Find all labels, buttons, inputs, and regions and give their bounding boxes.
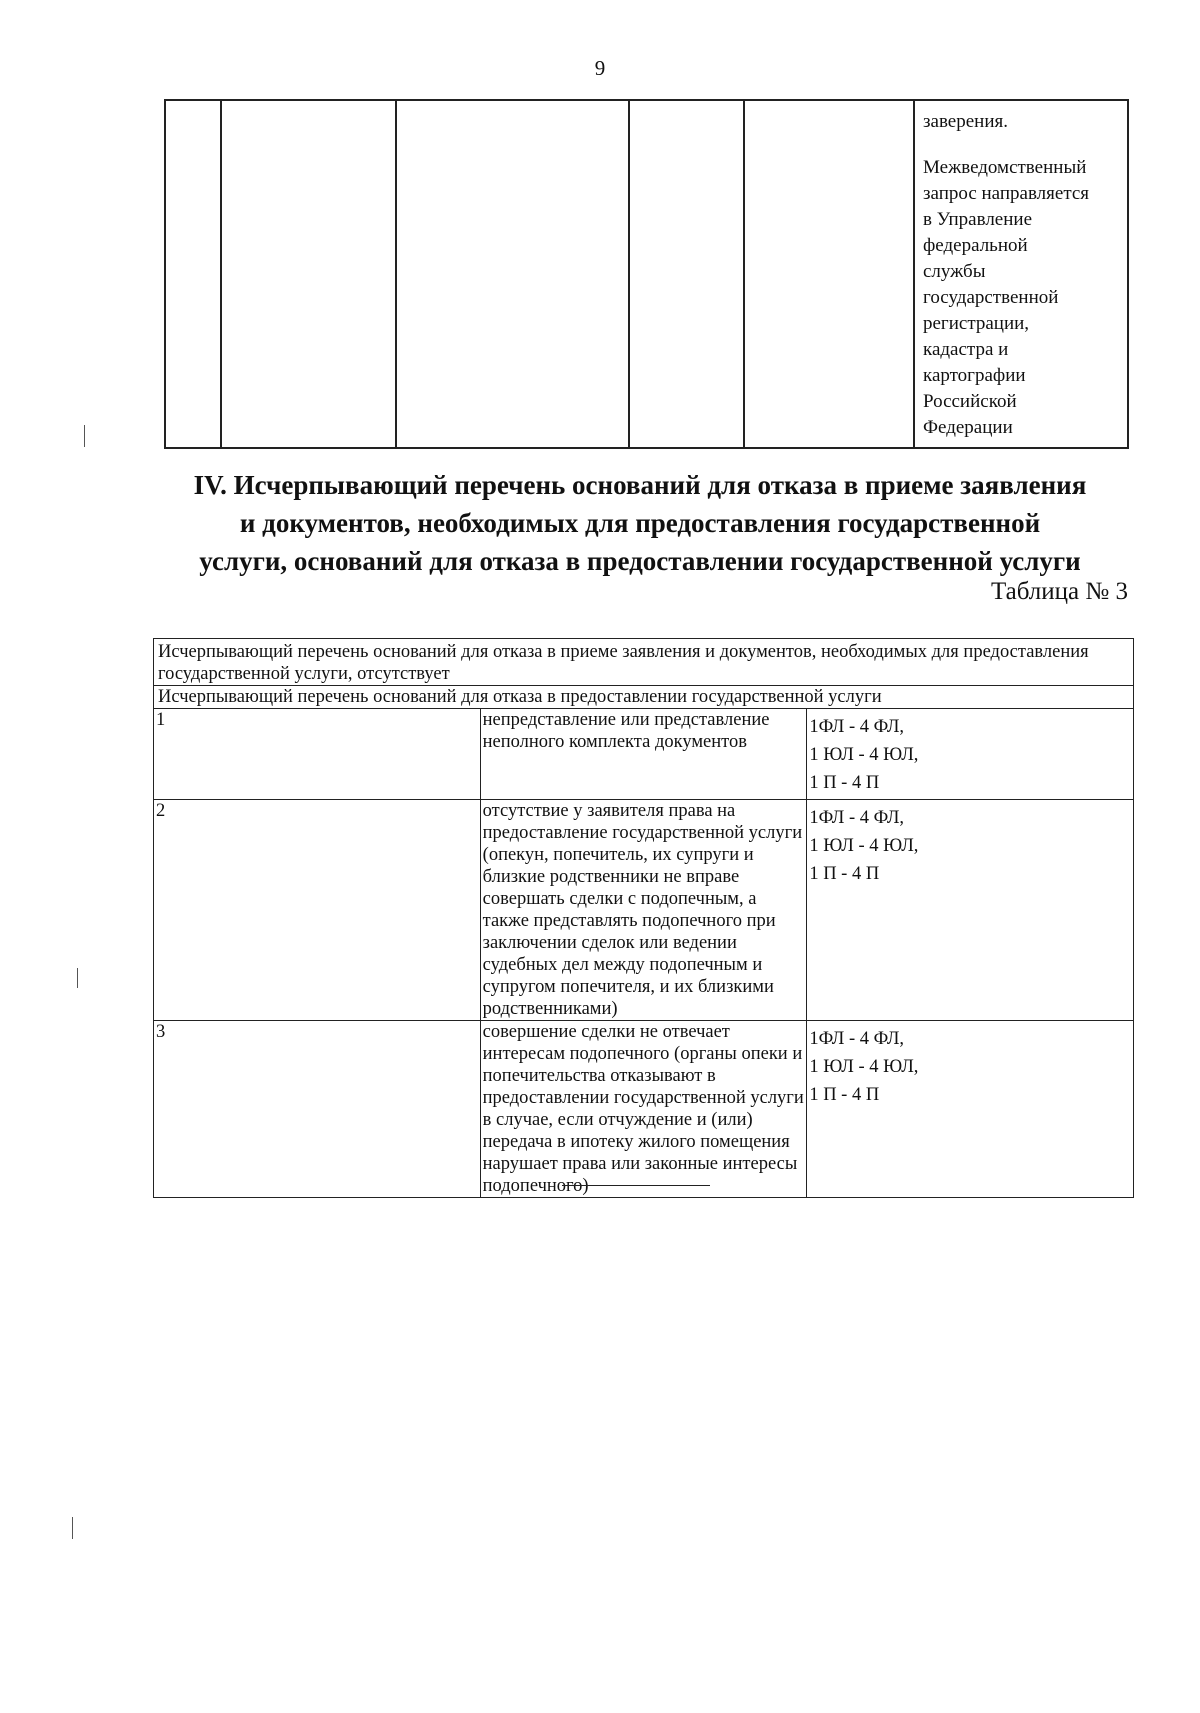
code-line: 1 П - 4 П (809, 773, 880, 793)
note-line: федеральной (923, 235, 1028, 256)
table-row (154, 800, 1134, 1021)
heading-line: и документов, необходимых для предоставления государственной (239, 508, 1041, 538)
scan-margin-mark (72, 1517, 73, 1539)
end-rule (562, 1185, 710, 1186)
code-line: 1ФЛ - 4 ФЛ, (809, 717, 905, 737)
heading-line: услуги, оснований для отказа в предоставлении государственной услуги (199, 546, 1081, 576)
table-row (154, 639, 1134, 686)
note-line: запрос направляется (923, 183, 1090, 204)
note-line: Федерации (923, 417, 1013, 438)
note-line: службы (923, 261, 986, 282)
row-number: 2 (154, 800, 481, 1021)
code-line: 1ФЛ - 4 ФЛ, (809, 808, 905, 828)
note-line: в Управление (923, 209, 1033, 230)
table-cell-empty (165, 100, 221, 448)
code-line: 1ФЛ - 4 ФЛ, (809, 1029, 905, 1049)
code-line: 1 ЮЛ - 4 ЮЛ, (809, 1057, 919, 1077)
code-line: 1 П - 4 П (809, 864, 880, 884)
note-paragraph (923, 155, 1123, 441)
code-line: 1 ЮЛ - 4 ЮЛ, (809, 836, 919, 856)
refusal-grounds-table (153, 638, 1134, 1198)
section-heading (150, 466, 1130, 580)
table-row (154, 709, 1134, 800)
row-number: 1 (154, 709, 481, 800)
scan-margin-mark (84, 425, 85, 447)
table-row (154, 1021, 1134, 1198)
note-line: Межведомственный (923, 157, 1087, 178)
table-cell-empty (396, 100, 629, 448)
code-line: 1 П - 4 П (809, 1085, 880, 1105)
table-row (165, 100, 1128, 448)
note-line: заверения. (923, 111, 1008, 132)
scan-margin-mark (77, 968, 78, 988)
table-caption: Таблица № 3 (990, 578, 1128, 605)
note-line: картографии (923, 365, 1026, 386)
continuation-table (164, 99, 1129, 449)
header-service-refusal: Исчерпывающий перечень оснований для отказа в предоставлении государственной услуги (154, 686, 1134, 709)
code-line: 1 ЮЛ - 4 ЮЛ, (809, 745, 919, 765)
table-cell-empty (629, 100, 744, 448)
table-cell-note (914, 100, 1128, 448)
note-line: Российской (923, 391, 1017, 412)
row-number: 3 (154, 1021, 481, 1198)
table-cell-empty (221, 100, 396, 448)
refusal-reason: совершение сделки не отвечает интересам подопечного (органы опеки и попечительства отказывают в предоставлении государственной услуги в случае, если отчуждение и (или) передача в ипотеку жилого помещения нарушает права или законные интересы подопечного) (480, 1021, 807, 1198)
applicant-codes (807, 1021, 1134, 1198)
heading-line: IV. Исчерпывающий перечень оснований для отказа в приеме заявления (193, 470, 1087, 500)
applicant-codes (807, 800, 1134, 1021)
refusal-reason: отсутствие у заявителя права на предоставление государственной услуги (опекун, попечитель, их супруги и близкие родственники не вправе совершать сделки с подопечным, а также представлять подопечного при заключении сделок или ведении судебных дел между подопечным и супругом попечителя, и их близкими родственниками) (480, 800, 807, 1021)
refusal-reason: непредставление или представление неполного комплекта документов (480, 709, 807, 800)
header-reception-refusal: Исчерпывающий перечень оснований для отказа в приеме заявления и документов, необходимых для предоставления государственной услуги, отсутствует (154, 639, 1134, 686)
applicant-codes (807, 709, 1134, 800)
page-number: 9 (594, 56, 606, 80)
note-line: кадастра и (923, 339, 1009, 360)
note-line: государственной (923, 287, 1059, 308)
table-row (154, 686, 1134, 709)
table-cell-empty (744, 100, 914, 448)
note-line: регистрации, (923, 313, 1030, 334)
